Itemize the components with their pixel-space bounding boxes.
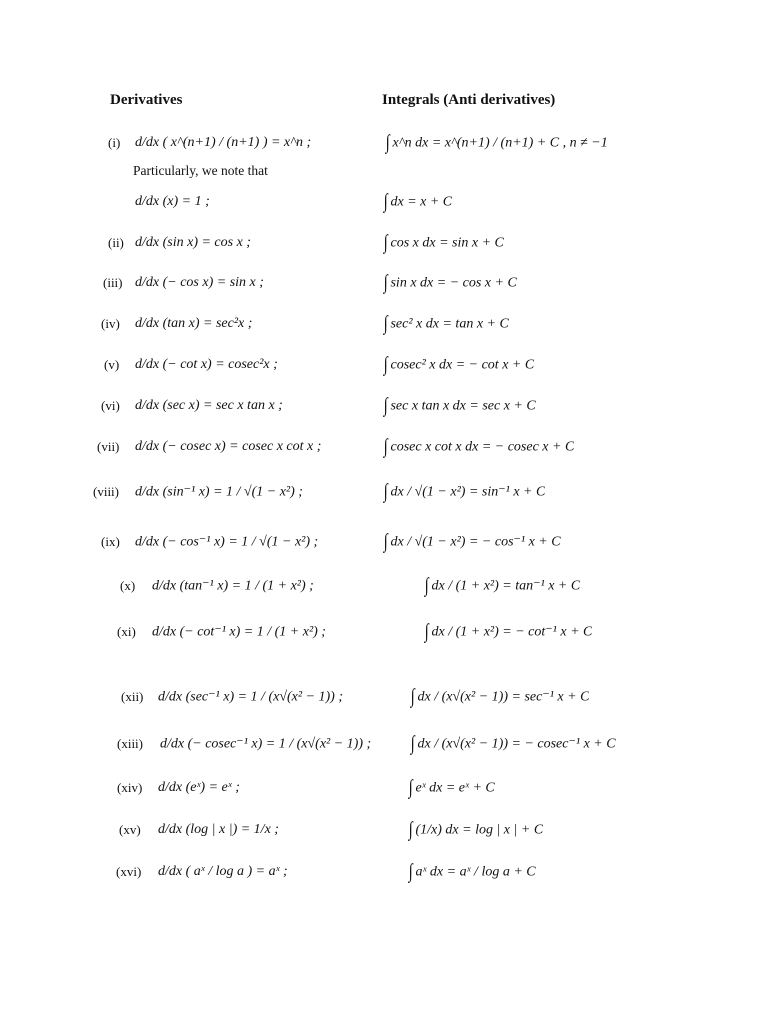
integral-formula: [383, 232, 504, 255]
integral-expression: dx / √(1 − x²) = sin⁻¹ x + C: [390, 484, 546, 500]
integral-sign-icon: ∫: [424, 574, 429, 597]
row-label: (i): [108, 135, 121, 150]
derivative-formula: d/dx (sin⁻¹ x) = 1 / √(1 − x²) ;: [135, 484, 303, 500]
integral-sign-icon: ∫: [424, 620, 429, 643]
integral-formula: [383, 436, 574, 459]
integral-expression: cos x dx = sin x + C: [390, 235, 504, 250]
integrals-heading: Integrals (Anti derivatives): [382, 92, 556, 108]
row-label: (xi): [117, 624, 136, 639]
integral-sign-icon: ∫: [408, 776, 413, 799]
integral-expression: dx / (x√(x² − 1)) = − cosec⁻¹ x + C: [417, 736, 616, 752]
derivative-formula: d/dx (eˣ) = eˣ ;: [158, 780, 240, 795]
row-label: (v): [104, 357, 120, 372]
derivative-formula: d/dx (tan x) = sec²x ;: [135, 316, 253, 331]
derivative-formula: d/dx (sin x) = cos x ;: [135, 235, 251, 250]
integral-sign-icon: ∫: [410, 685, 415, 708]
integral-sign-icon: ∫: [383, 312, 388, 335]
integral-expression: dx / (1 + x²) = tan⁻¹ x + C: [431, 578, 581, 594]
integral-formula: [408, 819, 543, 842]
row-label: (xv): [119, 822, 141, 837]
derivative-formula: d/dx (− cos x) = sin x ;: [135, 275, 264, 290]
integral-sign-icon: ∫: [408, 818, 413, 841]
row-label: (vi): [101, 398, 120, 413]
row-label: (xiii): [117, 736, 143, 751]
integral-sign-icon: ∫: [383, 435, 388, 458]
integral-expression: sec x tan x dx = sec x + C: [390, 398, 536, 413]
derivative-formula: d/dx (x) = 1 ;: [135, 194, 210, 209]
integral-sign-icon: ∫: [383, 353, 388, 376]
particular-note: Particularly, we note that: [133, 163, 268, 178]
integral-sign-icon: ∫: [385, 131, 390, 154]
integral-formula: [410, 686, 589, 709]
integral-formula: [410, 733, 616, 756]
integral-expression: cosec² x dx = − cot x + C: [390, 357, 535, 372]
integral-expression: sin x dx = − cos x + C: [390, 275, 517, 290]
integral-formula: [383, 272, 517, 295]
row-label: (iii): [103, 275, 123, 290]
derivative-formula: d/dx ( aˣ / log a ) = aˣ ;: [158, 864, 288, 879]
integral-sign-icon: ∫: [383, 394, 388, 417]
row-label: (ii): [108, 235, 124, 250]
row-label: (xii): [121, 689, 144, 704]
row-label: (vii): [97, 439, 120, 454]
integral-expression: dx / √(1 − x²) = − cos⁻¹ x + C: [390, 534, 561, 550]
derivative-formula: d/dx (− cosec x) = cosec x cot x ;: [135, 439, 322, 454]
integral-formula: [383, 531, 561, 554]
row-label: (x): [120, 578, 136, 593]
row-label: (xvi): [116, 864, 142, 879]
derivative-formula: d/dx (− cosec⁻¹ x) = 1 / (x√(x² − 1)) ;: [160, 736, 372, 752]
integral-expression: dx = x + C: [390, 194, 453, 209]
derivative-formula: d/dx (sec x) = sec x tan x ;: [135, 398, 283, 413]
integral-expression: eˣ dx = eˣ + C: [415, 780, 495, 795]
derivative-formula: d/dx (log | x |) = 1/x ;: [158, 822, 279, 837]
derivative-formula: d/dx (tan⁻¹ x) = 1 / (1 + x²) ;: [152, 578, 314, 594]
integral-formula: [383, 395, 536, 418]
derivative-formula: d/dx (sec⁻¹ x) = 1 / (x√(x² − 1)) ;: [158, 689, 344, 705]
integral-formula: [383, 191, 452, 214]
integral-expression: (1/x) dx = log | x | + C: [415, 822, 544, 837]
integral-formula: [408, 777, 495, 800]
row-label: (iv): [101, 316, 120, 331]
derivatives-heading: Derivatives: [110, 92, 183, 108]
integral-formula: [383, 313, 509, 336]
integral-expression: cosec x cot x dx = − cosec x + C: [390, 439, 575, 454]
integral-expression: x^n dx = x^(n+1) / (n+1) + C , n ≠ −1: [392, 135, 608, 150]
integral-sign-icon: ∫: [383, 271, 388, 294]
integral-sign-icon: ∫: [383, 530, 388, 553]
integral-sign-icon: ∫: [383, 231, 388, 254]
integral-formula: [383, 354, 534, 377]
row-label: (xiv): [117, 780, 143, 795]
derivative-formula: d/dx (− cot x) = cosec²x ;: [135, 357, 278, 372]
integral-expression: dx / (1 + x²) = − cot⁻¹ x + C: [431, 624, 593, 640]
integral-sign-icon: ∫: [383, 190, 388, 213]
derivative-formula: d/dx (− cos⁻¹ x) = 1 / √(1 − x²) ;: [135, 534, 319, 550]
derivative-formula: d/dx (− cot⁻¹ x) = 1 / (1 + x²) ;: [152, 624, 326, 640]
integral-sign-icon: ∫: [408, 860, 413, 883]
integral-formula: [385, 132, 608, 155]
integral-formula: [383, 481, 545, 504]
row-label: (viii): [93, 484, 119, 499]
integral-sign-icon: ∫: [410, 732, 415, 755]
row-label: (ix): [101, 534, 120, 549]
integral-formula: [408, 861, 536, 884]
integral-expression: aˣ dx = aˣ / log a + C: [415, 864, 536, 879]
integral-expression: dx / (x√(x² − 1)) = sec⁻¹ x + C: [417, 689, 590, 705]
integral-formula: [424, 575, 580, 598]
integral-sign-icon: ∫: [383, 480, 388, 503]
integral-formula: [424, 621, 592, 644]
derivative-formula: d/dx ( x^(n+1) / (n+1) ) = x^n ;: [135, 135, 312, 150]
integral-expression: sec² x dx = tan x + C: [390, 316, 509, 331]
